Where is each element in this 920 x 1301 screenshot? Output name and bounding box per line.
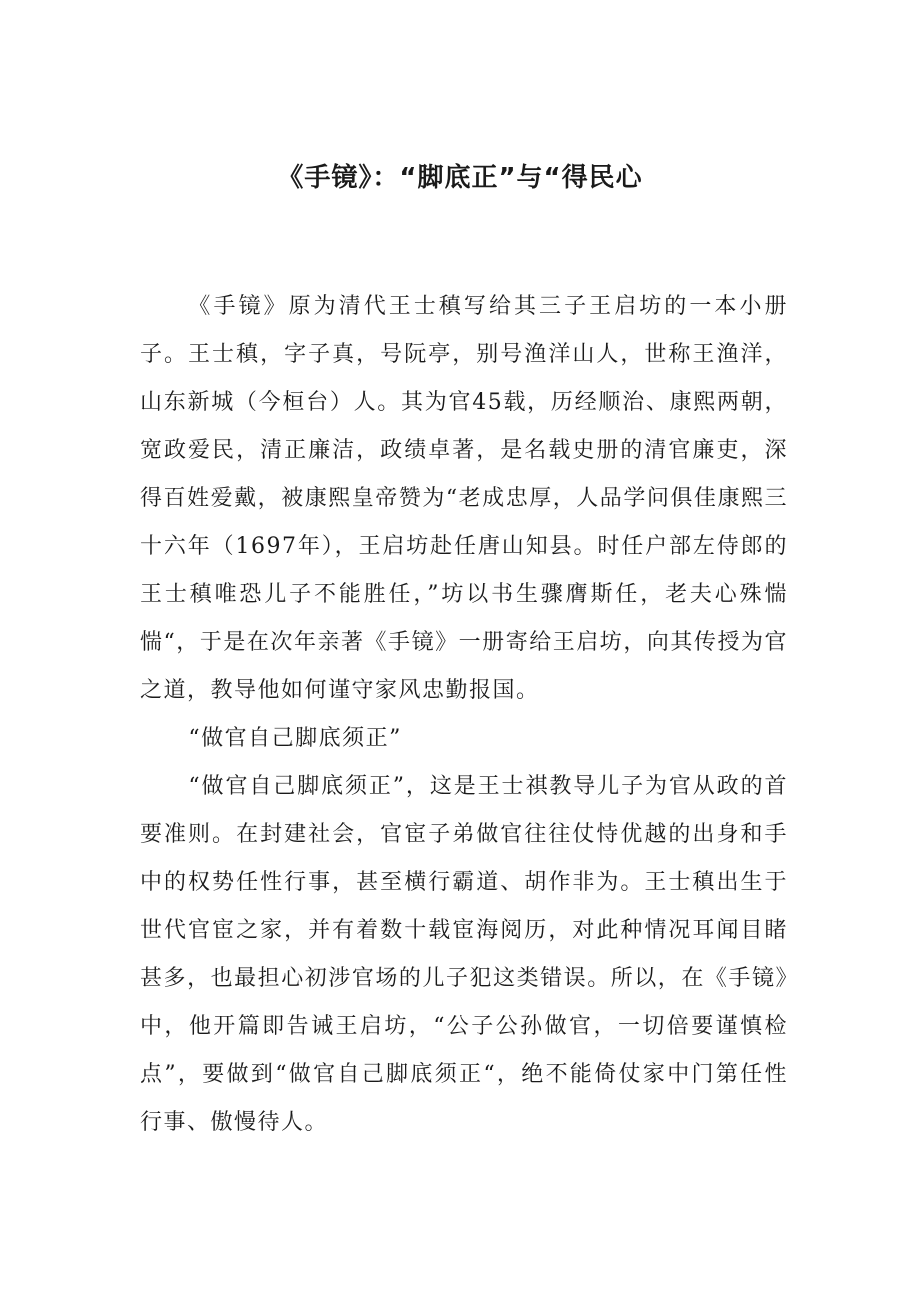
document-body: [140, 283, 788, 1147]
section-heading: “做官自己脚底须正”: [188, 726, 402, 751]
paragraph-intro: 《手镜》原为清代王士稹写给其三子王启坊的一本小册子。王士稹，字子真，号阮亭，别号渔洋山人，世称王渔洋，山东新城（今桓台）人。其为官45载，历经顺治、康熙两朝，宽政爱民，清正廉洁，政绩卓著，是名载史册的清官廉吏，深得百姓爱戴，被康熙皇帝赞为“老成忠厚，人品学问俱佳康熙三十六年（1697年），王启坊赴任唐山知县。时任户部左侍郎的王士稹唯恐儿子不能胜任，”坊以书生骤膺斯任，老夫心殊惴惴“，于是在次年亲著《手镜》一册寄给王启坊，向其传授为官之道，教导他如何谨守家风忠勤报国。: [140, 294, 788, 703]
paragraph-section: “做官自己脚底须正”，这是王士祺教导儿子为官从政的首要准则。在封建社会，官宦子弟做官往往仗恃优越的出身和手中的权势任性行事，甚至横行霸道、胡作非为。王士稹出生于世代官宦之家，并有着数十载宦海阅历，对此种情况耳闻目睹甚多，也最担心初涉官场的儿子犯这类错误。所以，在《手镜》中，他开篇即告诫王启坊，“公子公孙做官，一切倍要谨慎检点”，要做到“做官自己脚底须正“，绝不能倚仗家中门第任性行事、傲慢待人。: [140, 774, 788, 1135]
document-title: 《手镜》：“脚底正”与“得民心: [277, 163, 643, 193]
